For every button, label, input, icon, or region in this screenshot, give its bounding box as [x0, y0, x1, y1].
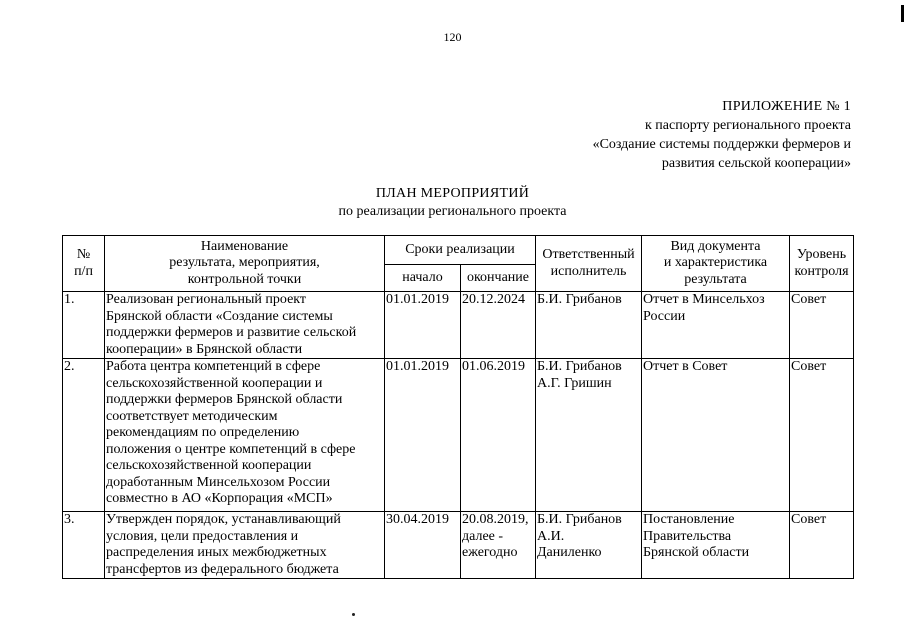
cell-start: 30.04.2019	[385, 512, 461, 579]
cell-doc: Отчет в Совет	[642, 359, 790, 512]
cell-start: 01.01.2019	[385, 292, 461, 359]
header-num: № п/п	[63, 236, 105, 292]
table-row	[63, 292, 854, 359]
table-row	[63, 512, 854, 579]
cell-start: 01.01.2019	[385, 359, 461, 512]
scan-speck	[352, 613, 355, 616]
cell-end: 20.08.2019, далее - ежегодно	[461, 512, 536, 579]
scan-edge-mark	[901, 5, 904, 22]
appendix-title: ПРИЛОЖЕНИЕ № 1	[722, 99, 851, 114]
plan-title-block	[0, 185, 905, 221]
appendix-line-1: к паспорту регионального проекта	[645, 118, 851, 133]
cell-executor: Б.И. Грибанов А.И. Даниленко	[536, 512, 642, 579]
header-end: окончание	[461, 265, 536, 292]
header-doc: Вид документа и характеристика результата	[642, 236, 790, 292]
cell-name: Реализован региональный проект Брянской области «Создание системы поддержки фермеров и развитие сельской кооперации» в Брянской области	[105, 292, 385, 359]
cell-doc: Отчет в Минсельхоз России	[642, 292, 790, 359]
appendix-line-3: развития сельской кооперации»	[661, 156, 851, 171]
cell-name: Работа центра компетенций в сфере сельскохозяйственной кооперации и поддержки фермеров Брянской области соответствует методическим рекомендациям по определению положения о центре компетенций в сфере сельскохозяйственной кооперации доработанным Минсельхозом России совместно в АО «Корпорация «МСП»	[105, 359, 385, 512]
appendix-line-2: «Создание системы поддержки фермеров и	[592, 137, 851, 152]
cell-end: 20.12.2024	[461, 292, 536, 359]
table-header-row	[63, 236, 854, 265]
header-start: начало	[385, 265, 461, 292]
plan-subtitle: по реализации регионального проекта	[338, 204, 567, 219]
header-name: Наименование результата, мероприятия, контрольной точки	[105, 236, 385, 292]
cell-executor: Б.И. Грибанов А.Г. Гришин	[536, 359, 642, 512]
header-level: Уровень контроля	[790, 236, 854, 292]
cell-level: Совет	[790, 292, 854, 359]
header-terms: Сроки реализации	[385, 236, 536, 265]
appendix-header	[511, 97, 851, 173]
plan-table	[62, 235, 854, 579]
cell-num: 2.	[63, 359, 105, 512]
cell-num: 3.	[63, 512, 105, 579]
cell-executor: Б.И. Грибанов	[536, 292, 642, 359]
cell-end: 01.06.2019	[461, 359, 536, 512]
header-executor: Ответственный исполнитель	[536, 236, 642, 292]
table-row	[63, 359, 854, 512]
cell-level: Совет	[790, 512, 854, 579]
cell-name: Утвержден порядок, устанавливающий условия, цели предоставления и распределения иных межбюджетных трансфертов из федерального бюджета	[105, 512, 385, 579]
cell-level: Совет	[790, 359, 854, 512]
cell-num: 1.	[63, 292, 105, 359]
cell-doc: Постановление Правительства Брянской области	[642, 512, 790, 579]
plan-title: ПЛАН МЕРОПРИЯТИЙ	[375, 186, 530, 201]
page-number: 120	[443, 30, 462, 44]
